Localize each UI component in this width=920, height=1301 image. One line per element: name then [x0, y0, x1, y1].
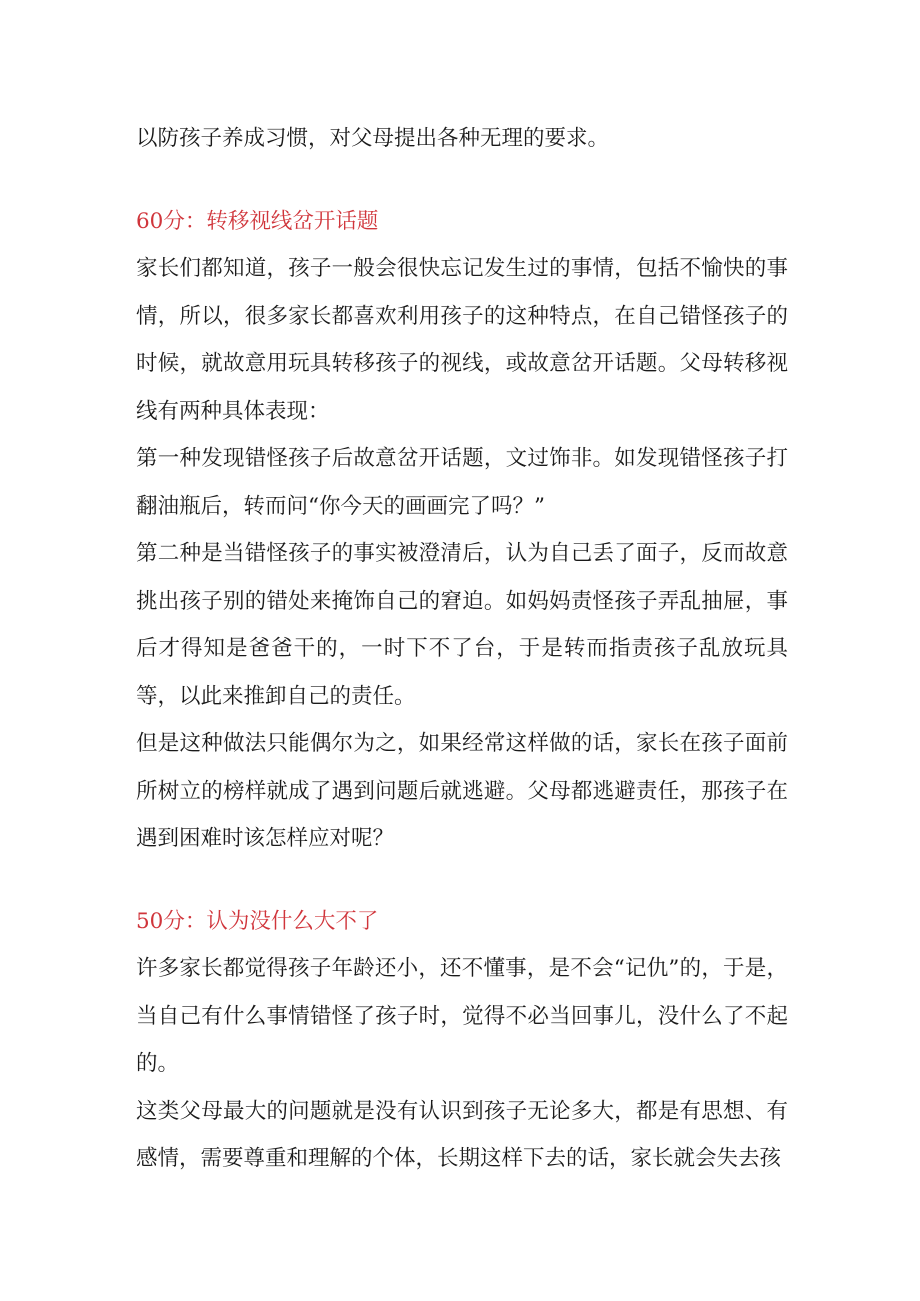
document-body [136, 115, 788, 1183]
section-60 [136, 198, 788, 863]
section-60-paragraph-3: 第二种是当错怪孩子的事实被澄清后，认为自己丢了面子，反而故意挑出孩子别的错处来掩饰自己的窘迫。如妈妈责怪孩子弄乱抽屉，事后才得知是爸爸干的，一时下不了台，于是转而指责孩子乱放玩具等，以此来推卸自己的责任。 [136, 541, 788, 709]
section-60-paragraph-4: 但是这种做法只能偶尔为之，如果经常这样做的话，家长在孩子面前所树立的榜样就成了遇到问题后就逃避。父母都逃避责任，那孩子在遇到困难时该怎样应对呢？ [136, 731, 788, 851]
intro-paragraph: 以防孩子养成习惯，对父母提出各种无理的要求。 [136, 126, 610, 151]
section-60-paragraph-1: 家长们都知道，孩子一般会很快忘记发生过的事情，包括不愉快的事情，所以，很多家长都喜欢利用孩子的这种特点，在自己错怪孩子的时候，就故意用玩具转移孩子的视线，或故意岔开话题。父母转移视线有两种具体表现： [136, 256, 788, 424]
section-60-paragraph-2: 第一种发现错怪孩子后故意岔开话题，文过饰非。如发现错怪孩子打翻油瓶后，转而问“你今天的画画完了吗？” [136, 446, 788, 519]
section-heading-50: 50分：认为没什么大不了 [136, 908, 379, 934]
section-gap [136, 863, 788, 898]
section-50 [136, 898, 788, 1183]
section-50-paragraph-1: 许多家长都觉得孩子年龄还小，还不懂事，是不会“记仇”的，于是，当自己有什么事情错怪了孩子时，觉得不必当回事儿，没什么了不起的。 [136, 956, 788, 1076]
section-50-paragraph-2: 这类父母最大的问题就是没有认识到孩子无论多大，都是有思想、有感情，需要尊重和理解的个体，长期这样下去的话，家长就会失去孩 [136, 1098, 788, 1171]
section-heading-60: 60分：转移视线岔开话题 [136, 208, 379, 234]
section-gap [136, 163, 788, 198]
